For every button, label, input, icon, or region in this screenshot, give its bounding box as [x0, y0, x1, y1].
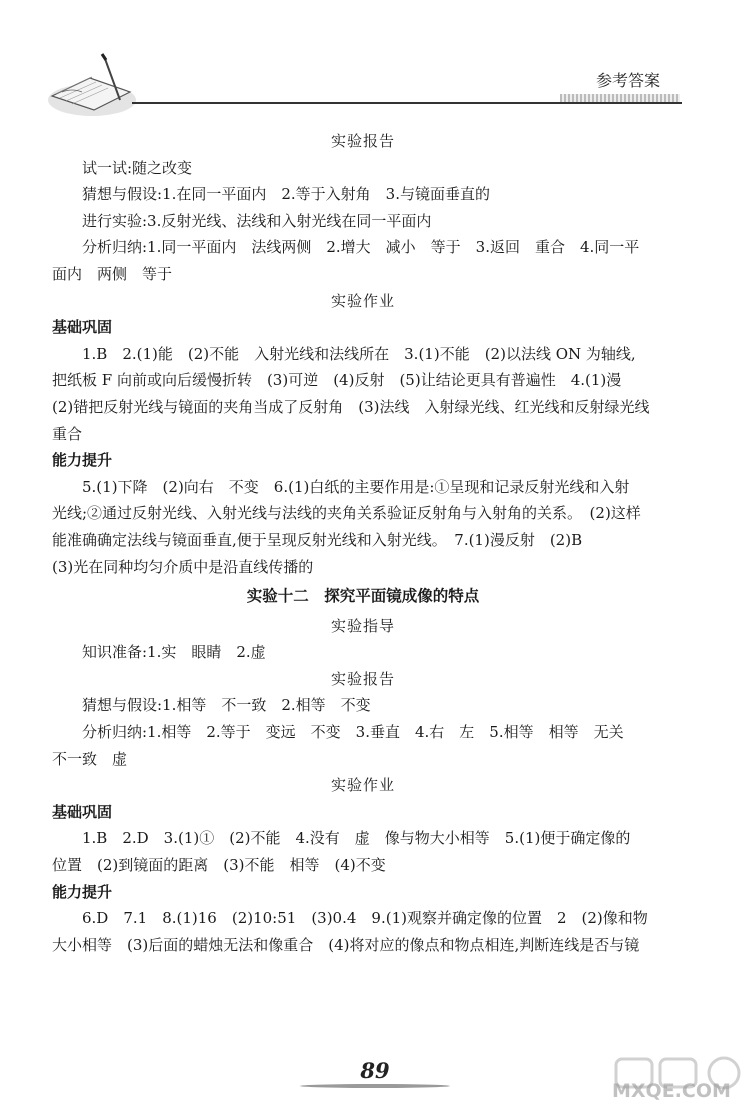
- watermark-url: MXQE.COM: [612, 1080, 731, 1102]
- answer-content: [52, 128, 674, 958]
- answer-line: 面内 两侧 等于: [52, 264, 173, 283]
- answer-line: 试一试:随之改变: [82, 158, 193, 177]
- header-book-illustration: [42, 48, 137, 123]
- answer-line: 分析归纳:1.相等 2.等于 变远 不变 3.垂直 4.右 左 5.相等 相等 无关: [82, 723, 624, 742]
- answer-line: 5.(1)下降 (2)向右 不变 6.(1)白纸的主要作用是:①呈现和记录反射光线和入射: [82, 477, 630, 496]
- answer-line: 猜想与假设:1.在同一平面内 2.等于入射角 3.与镜面垂直的: [82, 185, 490, 204]
- answer-line: 1.B 2.D 3.(1)① (2)不能 4.没有 虚 像与物大小相等 5.(1)便于确定像的: [82, 829, 631, 848]
- header-rule: [132, 102, 682, 104]
- answer-line: (3)光在同种均匀介质中是沿直线传播的: [52, 557, 314, 576]
- chapter-heading: 实验十二 探究平面镜成像的特点: [246, 587, 480, 606]
- answer-line: 把纸板 F 向前或向后缓慢折转 (3)可逆 (4)反射 (5)让结论更具有普遍性 4.(1)漫: [52, 371, 622, 390]
- section-heading: 实验指导: [330, 616, 395, 635]
- answer-line: 不一致 虚: [52, 749, 128, 768]
- answer-line: 光线;②通过反射光线、入射光线与法线的夹角关系验证反射角与入射角的关系。 (2)这样: [52, 504, 641, 523]
- answer-line: 1.B 2.(1)能 (2)不能 入射光线和法线所在 3.(1)不能 (2)以法线 ON 为轴线,: [82, 344, 636, 363]
- answer-line: 6.D 7.1 8.(1)16 (2)10:51 (3)0.4 9.(1)观察并确定像的位置 2 (2)像和物: [82, 909, 648, 928]
- answer-line: 猜想与假设:1.相等 不一致 2.相等 不变: [82, 696, 371, 715]
- page-number-underline: [300, 1084, 450, 1088]
- answer-line: (2)错把反射光线与镜面的夹角当成了反射角 (3)法线 入射绿光线、红光线和反射绿光线: [52, 397, 650, 416]
- answer-line: 大小相等 (3)后面的蜡烛无法和像重合 (4)将对应的像点和物点相连,判断连线是否与镜: [52, 935, 640, 954]
- section-heading: 实验报告: [330, 669, 395, 688]
- section-heading: 实验作业: [330, 291, 395, 310]
- section-heading: 实验作业: [330, 776, 395, 795]
- answer-line: 重合: [52, 424, 83, 443]
- subsection-heading: 能力提升: [52, 882, 113, 901]
- subsection-heading: 基础巩固: [52, 802, 113, 821]
- answer-line: 知识准备:1.实 眼睛 2.虚: [82, 643, 266, 662]
- subsection-heading: 基础巩固: [52, 318, 113, 337]
- answer-line: 能准确确定法线与镜面垂直,便于呈现反射光线和入射光线。 7.(1)漫反射 (2)B: [52, 530, 583, 549]
- section-heading: 实验报告: [330, 132, 395, 150]
- header-title: 参考答案: [596, 71, 661, 90]
- answer-line: 分析归纳:1.同一平面内 法线两侧 2.增大 减小 等于 3.返回 重合 4.同一平: [82, 238, 640, 257]
- subsection-heading: 能力提升: [52, 451, 113, 470]
- answer-line: 进行实验:3.反射光线、法线和入射光线在同一平面内: [82, 211, 432, 230]
- answer-line: 位置 (2)到镜面的距离 (3)不能 相等 (4)不变: [52, 856, 386, 875]
- page-number: 89: [360, 1058, 390, 1083]
